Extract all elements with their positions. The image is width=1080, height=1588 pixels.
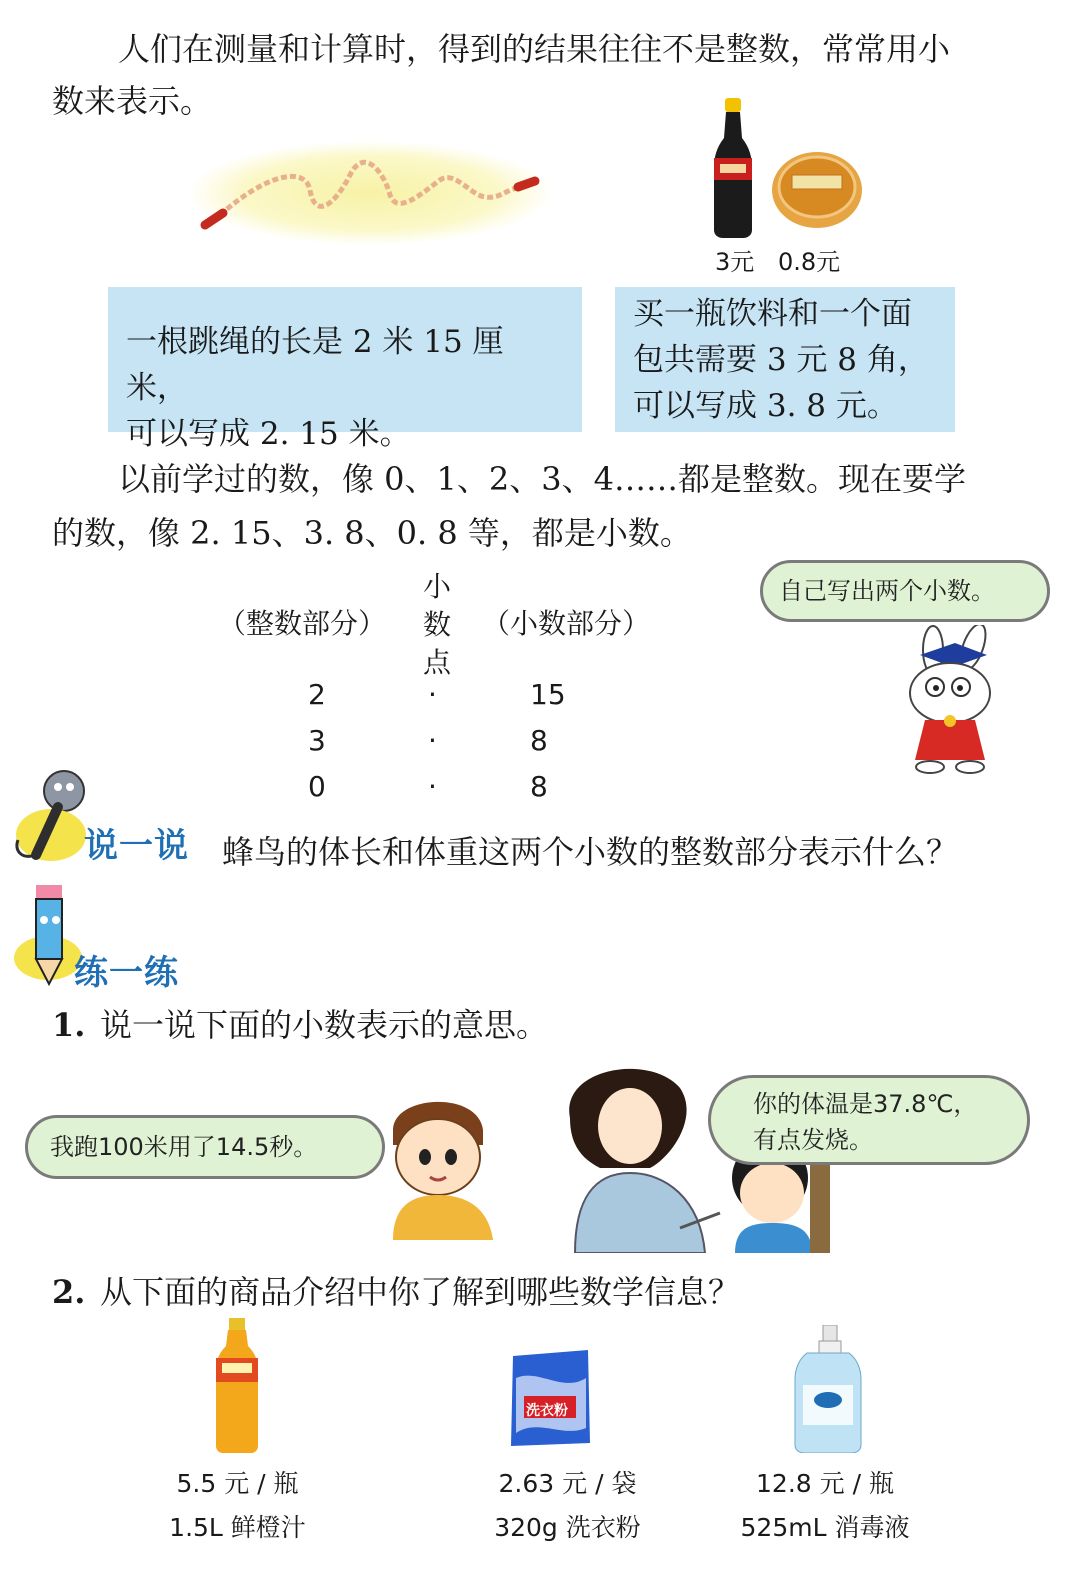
rabbit-teacher-icon <box>895 625 1010 775</box>
rabbit-speech-bubble <box>760 560 1050 622</box>
intro-line-2: 数来表示。 <box>52 82 213 120</box>
q2-number: 2. <box>52 1273 86 1311</box>
lian-yi-lian-tag: 练一练 <box>74 953 179 993</box>
q1-text: 说一说下面的小数表示的意思。 <box>100 1006 549 1044</box>
disinfectant-bottle-icon <box>793 1325 863 1453</box>
washing-powder-label: 洗衣粉 <box>526 1403 568 1419</box>
boy-running-icon <box>378 1085 498 1240</box>
rope-info-line-1: 一根跳绳的长是 2 米 15 厘米， <box>126 324 504 406</box>
orange-juice-bottle-icon <box>212 1318 262 1453</box>
decimal-point-header-3: 点 <box>423 646 452 679</box>
product-juice-desc: 1.5L 鲜橙汁 <box>169 1513 306 1542</box>
rope-info-box <box>108 287 582 452</box>
q2-text: 从下面的商品介绍中你了解到哪些数学信息？ <box>100 1273 741 1311</box>
dot-column <box>428 672 437 810</box>
shop-info-line-3: 可以写成 3. 8 元。 <box>633 388 898 424</box>
shop-info-line-2: 包共需要 3 元 8 角， <box>633 342 929 378</box>
decimal-point-header-2: 数 <box>423 608 452 641</box>
table-row-int: 0 <box>308 770 326 803</box>
doctor-speech-bubble <box>708 1075 1030 1165</box>
product-powder-price: 2.63 元 / 袋 <box>498 1469 637 1498</box>
decimal-point-header-1: 小 <box>423 570 452 603</box>
shuo-question: 蜂鸟的体长和体重这两个小数的整数部分表示什么？ <box>222 833 959 871</box>
product-disinfectant-desc: 525mL 消毒液 <box>740 1513 910 1542</box>
rope-info-line-2: 可以写成 2. 15 米。 <box>126 416 411 452</box>
bread-price: 0.8元 <box>778 248 841 276</box>
integer-column <box>308 672 326 810</box>
table-row-dot: · <box>428 770 437 803</box>
shuo-yi-shuo-tag: 说一说 <box>84 826 189 866</box>
decimal-point-header <box>423 568 451 682</box>
doctor-speech-line-2: 有点发烧。 <box>753 1126 873 1154</box>
boy-speech-bubble <box>25 1115 385 1179</box>
microphone-mascot-icon <box>6 765 96 865</box>
table-row-frac: 8 <box>530 724 548 757</box>
table-row-dot: · <box>428 678 437 711</box>
product-disinfectant-price: 12.8 元 / 瓶 <box>756 1469 894 1498</box>
intro-line-1: 人们在测量和计算时，得到的结果往往不是整数，常常用小 <box>118 30 951 68</box>
cola-bottle-icon <box>708 98 758 238</box>
product-powder-desc: 320g 洗衣粉 <box>494 1513 641 1542</box>
table-row-int: 2 <box>308 678 326 711</box>
product-juice-price: 5.5 元 / 瓶 <box>176 1469 299 1498</box>
shop-info-line-1: 买一瓶饮料和一个面 <box>633 296 912 332</box>
table-row-frac: 8 <box>530 770 548 803</box>
table-row-dot: · <box>428 724 437 757</box>
jump-rope-illustration <box>185 135 555 250</box>
bread-icon <box>770 145 865 230</box>
shop-info-box <box>615 287 955 432</box>
q1-number: 1. <box>52 1006 86 1044</box>
para2-line-2: 的数，像 2. 15、3. 8、0. 8 等，都是小数。 <box>52 514 692 552</box>
para2-line-1: 以前学过的数，像 0、1、2、3、4……都是整数。现在要学 <box>118 460 966 498</box>
washing-powder-bag-icon <box>508 1348 593 1448</box>
table-row-frac: 15 <box>530 678 566 711</box>
doctor-speech-line-1: 你的体温是37.8℃， <box>753 1090 978 1118</box>
integer-part-header: （整数部分） <box>218 607 387 640</box>
fraction-part-header: （小数部分） <box>482 607 651 640</box>
boy-speech-text: 我跑100米用了14.5秒。 <box>50 1133 318 1161</box>
fraction-column <box>530 672 566 810</box>
table-row-int: 3 <box>308 724 326 757</box>
cola-price: 3元 <box>715 248 755 276</box>
rabbit-speech-text: 自己写出两个小数。 <box>779 577 995 605</box>
